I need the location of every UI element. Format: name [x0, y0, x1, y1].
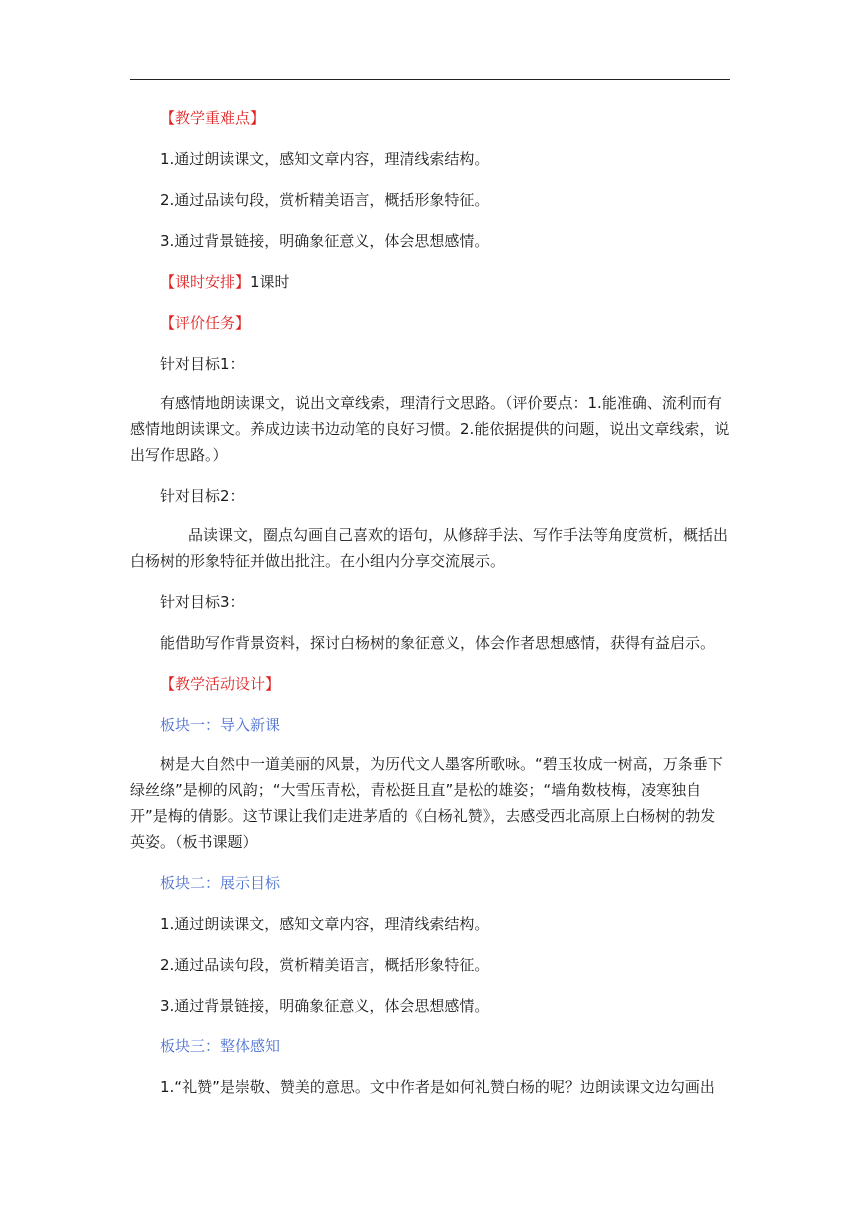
goal3-label: 针对目标3： [160, 593, 245, 611]
block2-item-3: 3.通过背景链接，明确象征意义，体会思想感情。 [160, 997, 490, 1015]
evaluation-heading: 【评价任务】 [160, 314, 251, 332]
block2-item-1: 1.通过朗读课文，感知文章内容，理清线索结构。 [160, 915, 490, 933]
goal1-text: 有感情地朗读课文，说出文章线索，理清行文思路。（评价要点：1.能准确、流利而有感情地朗读课文。养成边读书边动笔的良好习惯。2.能依据提供的问题，说出文章线索，说出写作思路。） [130, 394, 730, 464]
block2-title: 板块二：展示目标 [160, 874, 281, 892]
key-point-item-1: 1.通过朗读课文，感知文章内容，理清线索结构。 [160, 150, 490, 168]
activity-heading: 【教学活动设计】 [160, 675, 281, 693]
goal2-text: 品读课文，圈点勾画自己喜欢的语句，从修辞手法、写作手法等角度赏析，概括出白杨树的形象特征并做出批注。在小组内分享交流展示。 [130, 526, 729, 570]
schedule-line [160, 272, 290, 292]
header-rule [130, 79, 730, 80]
key-points-heading: 【教学重难点】 [160, 109, 266, 127]
goal1-label: 针对目标1： [160, 355, 245, 373]
key-point-item-3: 3.通过背景链接，明确象征意义，体会思想感情。 [160, 232, 490, 250]
block1-title: 板块一：导入新课 [160, 716, 281, 734]
goal2-label: 针对目标2： [160, 487, 245, 505]
block3-text: 1.“礼赞”是崇敬、赞美的意思。文中作者是如何礼赞白杨的呢？边朗读课文边勾画出 [160, 1078, 715, 1096]
block3-title: 板块三：整体感知 [160, 1037, 281, 1055]
block1-text: 树是大自然中一道美丽的风景，为历代文人墨客所歌咏。“碧玉妆成一树高，万条垂下绿丝绦”是柳的风韵；“大雪压青松，青松挺且直”是松的雄姿；“墙角数枝梅，凌寒独自开”是梅的倩影。这节课让我们走进茅盾的《白杨礼赞》，去感受西北高原上白杨树的勃发英姿。（板书课题） [130, 755, 723, 851]
block2-item-2: 2.通过品读句段，赏析精美语言，概括形象特征。 [160, 956, 490, 974]
goal3-text: 能借助写作背景资料，探讨白杨树的象征意义，体会作者思想感情，获得有益启示。 [160, 634, 716, 652]
schedule-heading: 【课时安排】 [160, 273, 251, 291]
key-point-item-2: 2.通过品读句段，赏析精美语言，概括形象特征。 [160, 191, 490, 209]
schedule-value: 1课时 [250, 273, 290, 291]
